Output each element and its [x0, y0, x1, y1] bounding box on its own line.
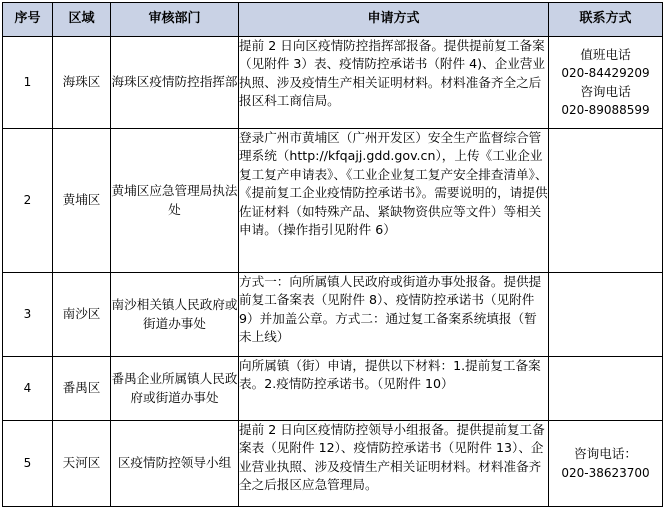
row-contact: [549, 273, 663, 357]
contact-label: 值班电话: [580, 46, 631, 62]
table-row: [3, 273, 663, 357]
application-table: [2, 2, 663, 507]
row-department: 南沙相关镇人民政府或街道办事处: [111, 273, 239, 357]
row-department: 海珠区疫情防控指挥部: [111, 37, 239, 129]
row-department: 区疫情防控领导小组: [111, 421, 239, 507]
row-index: 4: [3, 357, 53, 421]
table-row: [3, 421, 663, 507]
row-contact: [549, 37, 663, 129]
row-contact: [549, 421, 663, 507]
contact-phone: 020-38623700: [561, 465, 650, 480]
contact-label: 咨询电话：: [574, 446, 637, 462]
row-district: 天河区: [53, 421, 111, 507]
row-department: 黄埔区应急管理局执法处: [111, 129, 239, 273]
contact-phone: 020-89088599: [561, 102, 650, 117]
header-index: 序号: [3, 3, 53, 37]
table-row: [3, 357, 663, 421]
row-index: 3: [3, 273, 53, 357]
row-index: 2: [3, 129, 53, 273]
row-district: 黄埔区: [53, 129, 111, 273]
row-index: 1: [3, 37, 53, 129]
row-method: 向所属镇（街）申请，提供以下材料：1.提前复工备案表。2.疫情防控承诺书。（见附件 10）: [239, 357, 549, 421]
row-district: 番禺区: [53, 357, 111, 421]
row-contact: [549, 129, 663, 273]
row-district: 海珠区: [53, 37, 111, 129]
table-row: [3, 37, 663, 129]
contact-label: 咨询电话: [580, 83, 631, 99]
table-row: [3, 129, 663, 273]
header-contact: 联系方式: [549, 3, 663, 37]
header-department: 审核部门: [111, 3, 239, 37]
row-method: 方式一：向所属镇人民政府或街道办事处报备。提供提前复工备案表（见附件 8）、疫情防控承诺书（见附件 9）并加盖公章。方式二：通过复工备案系统填报（暂未上线）: [239, 273, 549, 357]
row-contact: [549, 357, 663, 421]
row-method: 提前 2 日向区疫情防控指挥部报备。提供提前复工备案（见附件 3）表、疫情防控承诺书（附件 4)、企业营业执照、涉及疫情生产相关证明材料。材料准备齐全之后报区科工商信局。: [239, 37, 549, 129]
header-row: [3, 3, 663, 37]
header-district: 区域: [53, 3, 111, 37]
row-index: 5: [3, 421, 53, 507]
row-department: 番禺企业所属镇人民政府或街道办事处: [111, 357, 239, 421]
row-district: 南沙区: [53, 273, 111, 357]
row-method: 提前 2 日向区疫情防控领导小组报备。提供提前复工备案表（见附件 12）、疫情防控承诺书（见附件 13）、企业营业执照、涉及疫情生产相关证明材料。材料准备齐全之后报区应急管理局。: [239, 421, 549, 507]
row-method: 登录广州市黄埔区（广州开发区）安全生产监督综合管理系统（http://kfqajj.gdd.gov.cn），上传《工业企业复工复产申请表》、《工业企业复工复产安全排查清单》、《提前复工企业疫情防控承诺书》。需要说明的，请提供佐证材料（如特殊产品、紧缺物资供应等文件）等相关申请。（操作指引见附件 6）: [239, 129, 549, 273]
header-method: 申请方式: [239, 3, 549, 37]
contact-phone: 020-84429209: [561, 66, 650, 81]
